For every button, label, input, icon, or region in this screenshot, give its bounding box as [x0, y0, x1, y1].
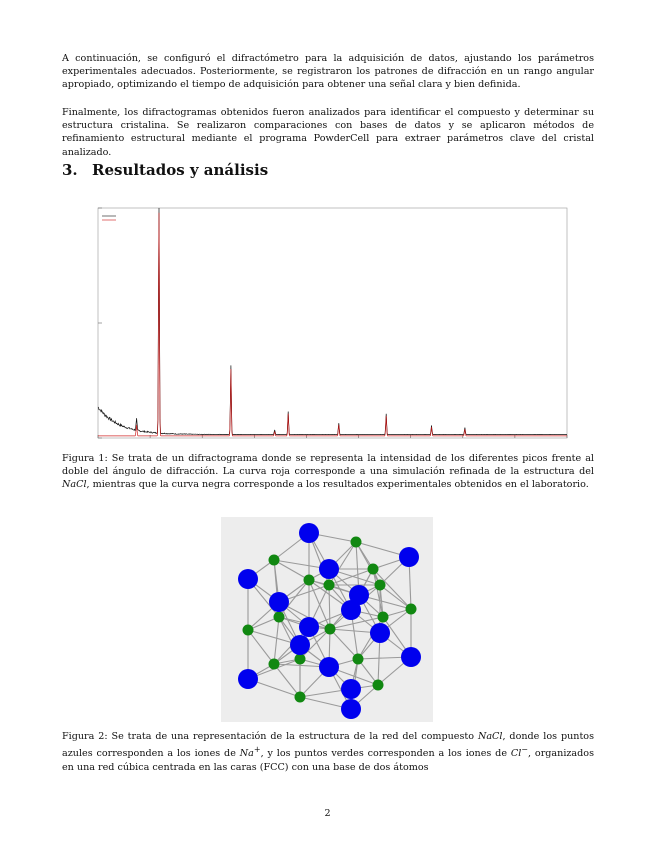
cl-ion: [295, 654, 306, 665]
cl-ion: [373, 680, 384, 691]
lattice-bond: [329, 585, 330, 629]
figure2-caption-e: , y los puntos verdes corresponden a los iones de: [260, 748, 511, 760]
lattice-bond: [380, 585, 411, 609]
na-ion: [319, 657, 339, 677]
na-ion: [370, 623, 390, 643]
cl-ion: [325, 624, 336, 635]
figure2-caption-a: Figura 2: Se trata de una representación de la estructura de la red del compuesto: [62, 731, 478, 742]
na-ion: [341, 699, 361, 719]
cl-ion: [243, 625, 254, 636]
cl-ion: [304, 575, 315, 586]
figure1-caption-compound: NaCl: [62, 479, 87, 491]
page-number: 2: [324, 808, 331, 819]
section-number: 3.: [62, 161, 78, 179]
cl-ion: [375, 580, 386, 591]
cl-ion: [353, 654, 364, 665]
section-title: Resultados y análisis: [92, 161, 269, 179]
cl-ion: [406, 604, 417, 615]
section-heading: [62, 161, 268, 179]
figure2-caption-na-charge: +: [253, 745, 261, 755]
paragraph-data-acquisition: A continuación, se configuró el difractómetro para la adquisición de datos, ajustando los parámetros experimentales adecuados. Posteriormente, se registraron los patrones de difracción en un rango angular apropiado, optimizando el tiempo de adquisición para obtener una señal clara y bien definida.: [62, 53, 594, 91]
na-ion: [319, 559, 339, 579]
na-ion: [269, 592, 289, 612]
lattice-bond: [274, 617, 279, 664]
figure2-caption-cl: Cl: [510, 748, 522, 760]
lattice-bond: [248, 630, 274, 664]
na-ion: [399, 547, 419, 567]
figure2-caption-na: Na: [239, 748, 254, 760]
cl-ion: [295, 692, 306, 703]
lattice-bond: [330, 629, 358, 659]
simulated-series-line: [98, 213, 567, 436]
figure1-caption-a: Figura 1: Se trata de un difractograma donde se representa la intensidad de los diferentes picos frente al doble del ángulo de difracción. La curva roja corresponde a una simulación refinada de la estructura del: [62, 453, 594, 478]
plot-frame: [98, 208, 567, 438]
cl-ion: [269, 659, 280, 670]
na-ion: [290, 635, 310, 655]
na-ion: [238, 669, 258, 689]
figure2-caption: [62, 730, 594, 774]
na-ion: [401, 647, 421, 667]
cl-ion: [274, 612, 285, 623]
nacl-lattice-diagram: [221, 517, 433, 722]
figure2-caption-compound: NaCl: [477, 731, 503, 742]
diffractogram-chart: [82, 200, 577, 445]
cl-ion: [324, 580, 335, 591]
experimental-series-line: [98, 208, 567, 435]
figure1-caption-c: , mientras que la curva negra corresponde a los resultados experimentales obtenidos en el laboratorio.: [86, 479, 589, 491]
figure2-caption-c: , donde los puntos azules corresponden a los iones de: [62, 731, 594, 760]
diffractogram-figure: [82, 200, 577, 445]
cl-ion: [269, 555, 280, 566]
na-ion: [238, 569, 258, 589]
cl-ion: [378, 612, 389, 623]
figure2-caption-cl-charge: −: [521, 745, 528, 755]
cl-ion: [351, 537, 362, 548]
paragraph-analysis: Finalmente, los difractogramas obtenidos fueron analizados para identificar el compuesto y determinar su estructura cristalina. Se realizaron comparaciones con bases de datos y se aplicaron métodos de refinamiento estructural mediante el programa PowderCell para extraer parámetros clave del cristal analizado.: [62, 107, 594, 158]
nacl-lattice-figure: [221, 517, 433, 722]
figure1-caption: [62, 452, 594, 492]
na-ion: [341, 679, 361, 699]
na-ion: [341, 600, 361, 620]
na-ion: [299, 617, 319, 637]
na-ion: [299, 523, 319, 543]
cl-ion: [368, 564, 379, 575]
figure2-caption-g: , organizados en una red cúbica centrada en las caras (FCC) con una base de dos átomos: [62, 748, 594, 773]
